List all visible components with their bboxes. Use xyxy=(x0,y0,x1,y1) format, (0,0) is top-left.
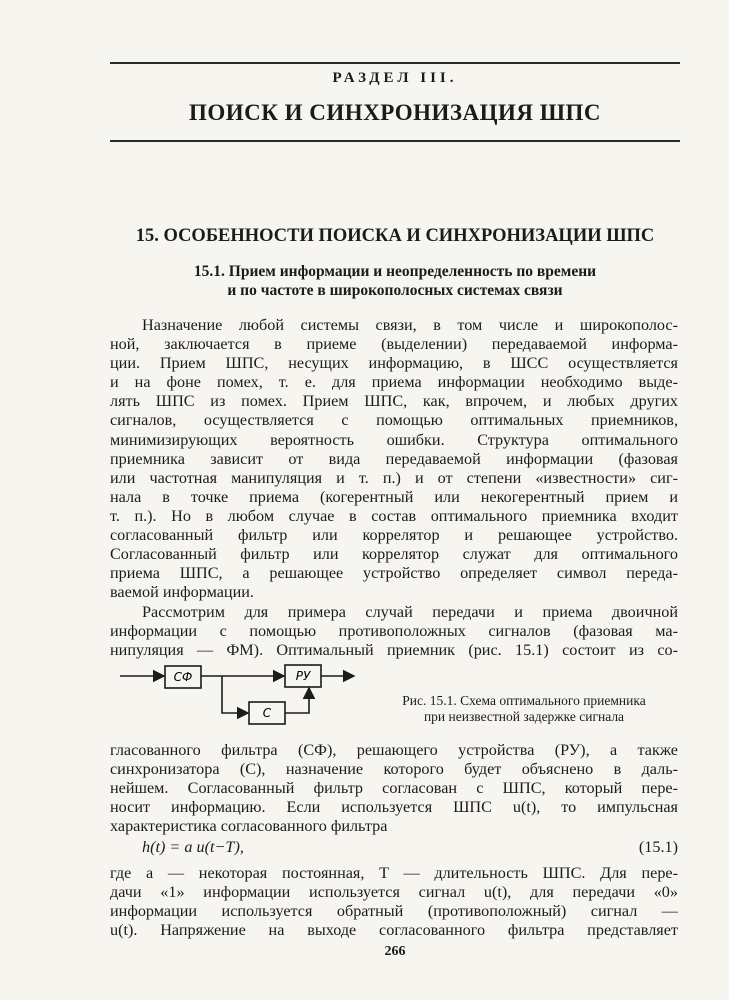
paragraph-2 xyxy=(110,603,678,660)
synchronizer-label: С xyxy=(262,706,272,720)
text-line: т. п.). Но в любом случае в состав оптимального приемника входит xyxy=(110,506,678,525)
caption-line: Рис. 15.1. Схема оптимального приемника xyxy=(402,693,646,708)
matched-filter-label: СФ xyxy=(173,670,193,684)
text-line: приемника зависит от вида передаваемой информации (фазовая xyxy=(110,449,678,468)
branch-to-synchronizer-line xyxy=(222,676,248,713)
subsection-title-line: 15.1. Прием информации и неопределенность по времени xyxy=(193,263,597,280)
text-line: носит информацию. Если используется ШПС u(t), то импульсная xyxy=(110,798,678,817)
text-line: приема ШПС, а решающее устройство определяет символ переда- xyxy=(110,564,678,583)
text-line: и на фоне помех, т. е. для приема информации необходимо выде- xyxy=(110,373,678,392)
figure-caption xyxy=(368,693,680,725)
text-line: ваемой информации. xyxy=(110,583,254,602)
text-line: Назначение любой системы связи, в том числе и широкополос- xyxy=(142,316,678,334)
text-line: ции. Прием ШПС, несущих информацию, в ШСС осуществляется xyxy=(110,354,678,373)
text-line: дачи «1» информации используется сигнал u(t), для передачи «0» xyxy=(110,883,678,902)
page-number: 266 xyxy=(384,944,406,959)
text-line: u(t). Напряжение на выходе согласованного фильтра представляет xyxy=(110,921,678,940)
text-line: где a — некоторая постоянная, T — длительность ШПС. Для пере- xyxy=(110,864,678,882)
text-line: лять ШПС из помех. Прием ШПС, как, впрочем, и любых других xyxy=(110,392,678,411)
formula-expression: h(t) = a u(t−T), xyxy=(142,838,244,856)
text-line: гласованного фильтра (СФ), решающего устройства (РУ), а также xyxy=(110,741,678,759)
text-line: характеристика согласованного фильтра xyxy=(110,817,388,836)
text-line: или частотная манипуляция и т. п.) и от степени «известности» сиг- xyxy=(110,468,678,487)
section-label: РАЗДЕЛ III. xyxy=(332,70,458,86)
decision-device-label: РУ xyxy=(295,669,311,683)
text-line: синхронизатора (С), назначение которого будет объяснено в даль- xyxy=(110,760,678,779)
text-line: ной, заключается в приеме (выделении) передаваемой информа- xyxy=(110,335,678,354)
top-rule xyxy=(110,62,680,64)
subsection-title-line: и по частоте в широкополосных системах связи xyxy=(227,282,563,299)
section-title: ПОИСК И СИНХРОНИЗАЦИЯ ШПС xyxy=(188,100,602,125)
text-line: нала в точке приема (когерентный или некогерентный прием и xyxy=(110,487,678,506)
subsection-title xyxy=(110,262,680,300)
text-line: информации с помощью противоположных сигналов (фазовая ма- xyxy=(110,622,678,641)
formula-number: (15.1) xyxy=(638,838,678,856)
text-line: нипуляция — ФМ). Оптимальный приемник (рис. 15.1) состоит из со- xyxy=(110,641,678,660)
chapter-title: 15. ОСОБЕННОСТИ ПОИСКА И СИНХРОНИЗАЦИИ ШПС xyxy=(135,226,655,246)
paragraph-1 xyxy=(110,316,678,602)
figure-15-1-block-diagram xyxy=(118,656,358,732)
text-line: информации используется обратный (противоположный) сигнал — xyxy=(110,902,678,921)
text-line: Рассмотрим для примера случай передачи и приема двоичной xyxy=(142,603,678,621)
text-line: минимизирующих вероятность ошибки. Структура оптимального xyxy=(110,430,678,449)
bottom-rule xyxy=(110,140,680,142)
text-line: нейшем. Согласованный фильтр согласован с ШПС, который пере- xyxy=(110,779,678,798)
synchronizer-to-decision-line xyxy=(285,688,309,713)
text-line: согласованный фильтр или коррелятор и решающее устройство. xyxy=(110,526,678,545)
paragraph-3 xyxy=(110,741,678,836)
caption-line: при неизвестной задержке сигнала xyxy=(423,709,625,724)
paragraph-4 xyxy=(110,864,678,940)
text-line: Согласованный фильтр или коррелятор служат для оптимального xyxy=(110,545,678,564)
text-line: сигналов, осуществляется с помощью оптимальных приемников, xyxy=(110,411,678,430)
formula-15-1 xyxy=(110,838,678,858)
